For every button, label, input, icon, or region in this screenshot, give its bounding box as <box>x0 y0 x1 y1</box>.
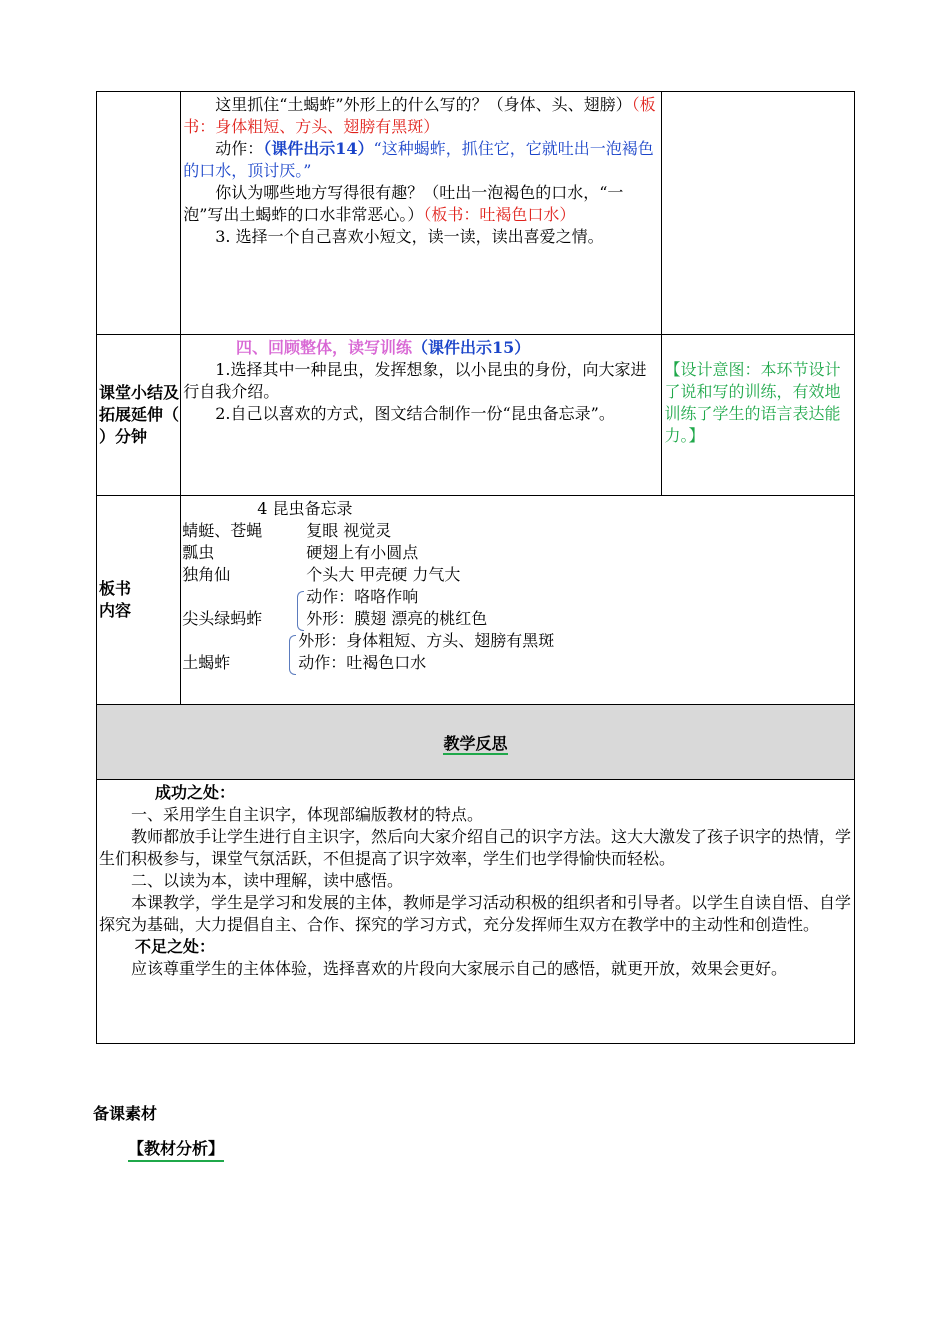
reflection-p3: 二、以读为本，读中理解，读中感悟。 <box>131 871 404 890</box>
success-title: 成功之处： <box>155 783 236 802</box>
brace-grasshopper <box>297 591 304 631</box>
row1-text-segment: （课件出示14） <box>263 139 374 158</box>
note-ladybug: 硬翅上有小圆点 <box>306 543 419 562</box>
row1-text-segment: 你认为哪些地方写得很有趣？（吐出一泡褐色的口水，“一泡”写出土蝎蚱的口水非常恶心。） <box>183 183 624 224</box>
row-blackboard <box>97 496 855 705</box>
row2-label: 课堂小结及拓展延伸（ ）分钟 <box>99 383 180 446</box>
board-label-1: 板书 <box>99 579 132 598</box>
courseware-ref: （课件出示15） <box>412 338 531 357</box>
row1-text-segment: 动作： <box>215 139 264 158</box>
row1-line <box>183 138 659 182</box>
row1-note-cell <box>662 92 855 335</box>
section-title: 备课素材 <box>93 1104 158 1123</box>
shortfall-title: 不足之处： <box>135 937 216 956</box>
note-grasshopper-shape: 外形：膜翅 漂亮的桃红色 <box>306 609 488 628</box>
row3-content-cell <box>181 496 855 705</box>
lesson-plan-table <box>96 91 855 1044</box>
reflection-cell <box>97 780 855 1044</box>
textbook-analysis-heading: 【教材分析】 <box>128 1136 224 1162</box>
note-beetle: 个头大 甲壳硬 力气大 <box>306 565 461 584</box>
design-intent-note: 【设计意图：本环节设计了说和写的训练，有效地训练了学生的语言表达能力。】 <box>664 360 841 445</box>
row2-content-cell <box>181 335 662 496</box>
reflection-title: 教学反思 <box>443 733 508 753</box>
board-title: 4 昆虫备忘录 <box>257 499 353 518</box>
row1-label-cell <box>97 92 181 335</box>
row2-label-cell <box>97 335 181 496</box>
reflection-content <box>97 780 854 980</box>
reflection-p4: 本课教学，学生是学习和发展的主体，教师是学习活动积极的组织者和引导者。以学生自读自悟、自学探究为基础，大力提倡自主、合作、探究的学习方式，充分发挥师生双方在教学中的主动性和创造性。 <box>99 893 852 934</box>
insect-dragonfly: 蜻蜓、苍蝇 <box>182 521 263 540</box>
row1-text-segment: 这里抓住“土蝎蚱”外形上的什么写的？（身体、头、翅膀） <box>215 95 632 114</box>
row-reflection <box>97 780 855 1044</box>
summary-item-1: 1.选择其中一种昆虫，发挥想象，以小昆虫的身份，向大家进行自我介绍。 <box>183 360 647 401</box>
reflection-p2: 教师都放手让学生进行自主识字，然后向大家介绍自己的识字方法。这大大激发了孩子识字的热情，学生们积极参与，课堂气氛活跃，不但提高了识字效率，学生们也学得愉快而轻松。 <box>99 827 852 868</box>
summary-heading: 四、回顾整体，读写训练 <box>236 338 413 357</box>
note-dragonfly: 复眼 视觉灵 <box>306 521 392 540</box>
insect-ladybug: 瓢虫 <box>182 543 215 562</box>
row1-line <box>183 94 659 138</box>
reflection-header-cell <box>97 705 855 780</box>
note-grasshopper-action: 动作：咯咯作响 <box>306 587 419 606</box>
reflection-p5: 应该尊重学生的主体体验，选择喜欢的片段向大家展示自己的感悟，就更开放，效果会更好。 <box>131 959 788 978</box>
row2-content <box>181 335 661 425</box>
summary-item-2: 2.自己以喜欢的方式，图文结合制作一份“昆虫备忘录”。 <box>215 404 615 423</box>
insect-locust: 土蝎蚱 <box>182 653 231 672</box>
reflection-p1: 一、采用学生自主识字，体现部编版教材的特点。 <box>131 805 484 824</box>
note-locust-action: 动作：吐褐色口水 <box>298 653 427 672</box>
row1-line <box>183 226 659 248</box>
row-reflection-header <box>97 705 855 780</box>
insect-grasshopper: 尖头绿蚂蚱 <box>182 609 263 628</box>
insect-beetle: 独角仙 <box>182 565 231 584</box>
row1-text-segment: （板书：吐褐色口水） <box>423 205 576 224</box>
note-locust-shape: 外形：身体粗短、方头、翅膀有黑斑 <box>298 631 555 650</box>
row-reading <box>97 92 855 335</box>
row1-text-segment: 3. 选择一个自己喜欢小短文，读一读，读出喜爱之情。 <box>215 227 604 246</box>
row3-label-cell <box>97 496 181 705</box>
row2-note-cell <box>662 335 855 496</box>
row1-content <box>181 92 661 248</box>
blackboard-content <box>181 496 854 704</box>
row1-line <box>183 182 659 226</box>
brace-locust <box>289 635 296 675</box>
row1-content-cell <box>181 92 662 335</box>
board-label-2: 内容 <box>99 601 132 620</box>
row-summary <box>97 335 855 496</box>
row1-text-segment: （板书：身体粗短、方头、翅膀有黑斑） <box>183 95 656 136</box>
row1-text-segment: “这种蝎蚱，抓住它，它就吐出一泡褐色的口水，顶讨厌。” <box>183 139 654 180</box>
